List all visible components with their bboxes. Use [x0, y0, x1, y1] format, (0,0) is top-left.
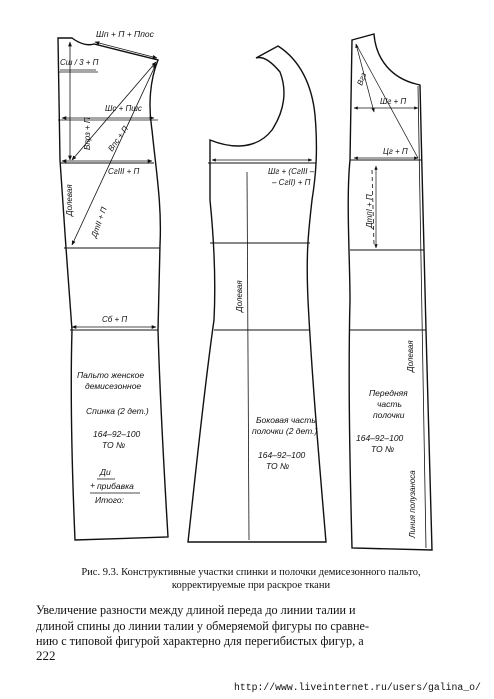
front-info-piece1: Передняя [369, 388, 408, 398]
side-chest-label1: Шг + (СгIII – [268, 167, 315, 176]
back-info-size: 164–92–100 [93, 429, 141, 439]
front-piece [348, 34, 432, 550]
back-shoulder-height-label: Впс + П [106, 124, 131, 154]
back-info-length-plus: + [90, 480, 95, 490]
footer-url-link[interactable]: http://www.liveinternet.ru/users/galina_o/ [234, 682, 481, 693]
front-neck-label: Вгз [355, 71, 369, 87]
front-info-to: ТО № [371, 444, 395, 454]
back-info-total: Итого: [95, 495, 124, 505]
back-width-label: Шс + Пшс [105, 104, 142, 113]
body-line-1: Увеличение разности между длиной переда до линии талии и [36, 603, 356, 617]
side-piece [188, 46, 326, 542]
back-info-title1: Пальто женское [77, 370, 145, 380]
back-info-length-bottom: прибавка [97, 481, 134, 491]
side-grain-line [247, 172, 249, 540]
front-semi-fitted-label: Линия полузаноса [408, 470, 417, 538]
back-info-title2: демисезонное [85, 381, 142, 391]
side-grain-label: Долевая [235, 280, 244, 312]
front-bust-center-label: Цг + П [383, 147, 408, 156]
back-height-label: Впрз + П [83, 117, 92, 150]
front-length-label: ДтпI + П [365, 194, 374, 228]
back-length-label: ДтII + П [89, 205, 109, 239]
back-hip-label: Сб + П [102, 315, 128, 324]
page-number: 222 [36, 648, 56, 663]
side-info-to: ТО № [266, 461, 290, 471]
back-piece-outline [58, 38, 168, 540]
neck-depth-label: Сш / 3 + П [60, 58, 99, 67]
caption-line-1: Рис. 9.3. Конструктивные участки спинки и полочки демисезонного пальто, [81, 567, 421, 578]
front-info-piece3: полочки [373, 410, 405, 420]
front-info-piece2: часть [377, 399, 402, 409]
back-info-piece: Спинка (2 дет.) [86, 406, 149, 416]
figure-caption [36, 566, 466, 592]
front-piece-outline [348, 34, 432, 550]
back-length-arrow [72, 64, 156, 245]
back-info-length-top: Ди [100, 467, 111, 477]
front-grain-label: Долевая [406, 340, 415, 372]
body-paragraph [36, 603, 458, 650]
side-info-piece2: полочки (2 дет.) [252, 426, 318, 436]
side-info-size: 164–92–100 [258, 450, 306, 460]
caption-line-2: корректируемые при раскрое ткани [171, 580, 331, 591]
front-info-size: 164–92–100 [356, 433, 404, 443]
back-grain-label: Долевая [65, 184, 74, 216]
body-line-3: нию с типовой фигурой характерно для перегибистых фигур, а [36, 634, 364, 648]
shoulder-label: Шп + П + Ппос [96, 29, 154, 39]
back-info-to: ТО № [102, 440, 126, 450]
shoulder-dim-arrow [95, 42, 157, 58]
back-piece [58, 29, 168, 540]
body-line-2: длиной спины до линии талии у обмеряемой фигуры по сравне- [36, 618, 370, 633]
front-bust-width-label: Шг + П [380, 97, 407, 106]
side-info-piece1: Боковая часть [256, 415, 316, 425]
side-chest-label2: – СгII) + П [272, 178, 311, 187]
back-chest-label: СгIII + П [108, 167, 140, 176]
side-piece-outline [188, 46, 326, 542]
